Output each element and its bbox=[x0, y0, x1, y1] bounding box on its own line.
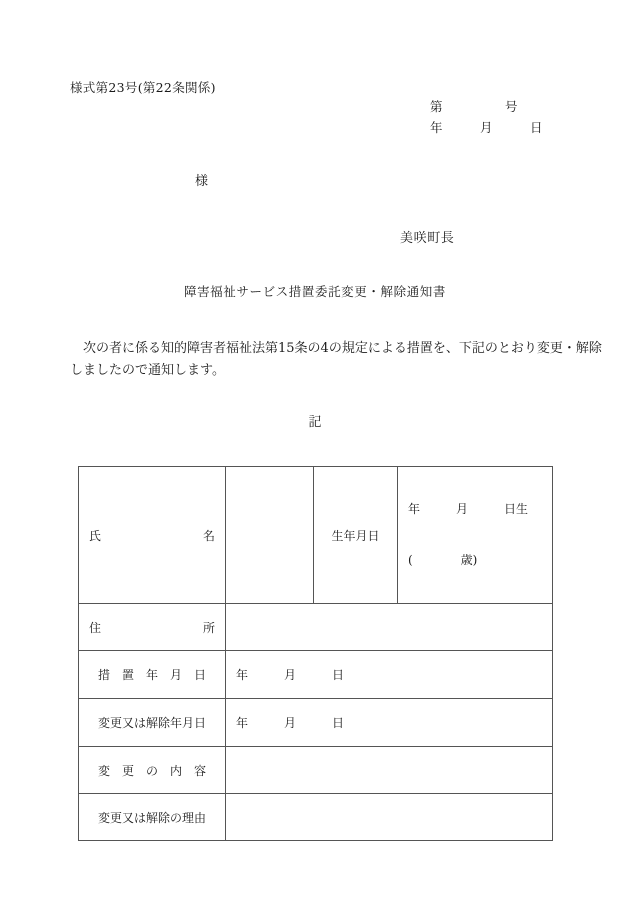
row-label-birthdate: 生年月日 bbox=[314, 467, 398, 604]
addressee-honorific: 様 bbox=[195, 174, 209, 189]
row-label-address bbox=[79, 604, 226, 651]
birthdate-line-2: ( 歳) bbox=[408, 553, 478, 567]
issuer-name: 美咲町長 bbox=[400, 231, 455, 246]
row-label-name-first: 氏 bbox=[89, 528, 102, 543]
table-row-name bbox=[79, 467, 553, 604]
table-row-address bbox=[79, 604, 553, 651]
form-number: 様式第23号(第22条関係) bbox=[70, 80, 216, 95]
row-label-address-first: 住 bbox=[89, 620, 102, 635]
row-label-change-reason: 変更又は解除の理由 bbox=[79, 794, 226, 841]
document-meta-block bbox=[430, 96, 543, 138]
document-date-line: 年 月 日 bbox=[430, 120, 543, 135]
birthdate-line-1: 年 月 日生 bbox=[408, 502, 529, 516]
row-label-measure-date: 措 置 年 月 日 bbox=[79, 651, 226, 699]
row-label-address-last: 所 bbox=[202, 620, 215, 635]
table-row-change-content bbox=[79, 747, 553, 794]
row-value-measure-date[interactable]: 年 月 日 bbox=[226, 651, 553, 699]
row-value-change-reason[interactable] bbox=[226, 794, 553, 841]
document-title: 障害福祉サービス措置委託変更・解除通知書 bbox=[183, 284, 446, 299]
row-label-name-last: 名 bbox=[202, 528, 215, 543]
row-value-birthdate[interactable] bbox=[398, 467, 553, 604]
table-row-change-date bbox=[79, 699, 553, 747]
table-row-change-reason bbox=[79, 794, 553, 841]
table-row-measure-date bbox=[79, 651, 553, 699]
body-text bbox=[70, 338, 602, 382]
row-value-name[interactable] bbox=[226, 467, 314, 604]
document-number-line: 第 号 bbox=[430, 99, 518, 114]
row-label-change-date: 変更又は解除年月日 bbox=[79, 699, 226, 747]
row-value-change-content[interactable] bbox=[226, 747, 553, 794]
row-value-address[interactable] bbox=[226, 604, 553, 651]
row-label-name bbox=[79, 467, 226, 604]
row-label-change-content: 変 更 の 内 容 bbox=[79, 747, 226, 794]
notification-table bbox=[78, 466, 553, 841]
body-line-2: しましたので通知します。 bbox=[70, 363, 225, 378]
row-value-change-date[interactable]: 年 月 日 bbox=[226, 699, 553, 747]
body-line-1: 次の者に係る知的障害者福祉法第15条の4の規定による措置を、下記のとおり変更・解除 bbox=[83, 341, 602, 356]
ki-mark: 記 bbox=[308, 415, 322, 430]
